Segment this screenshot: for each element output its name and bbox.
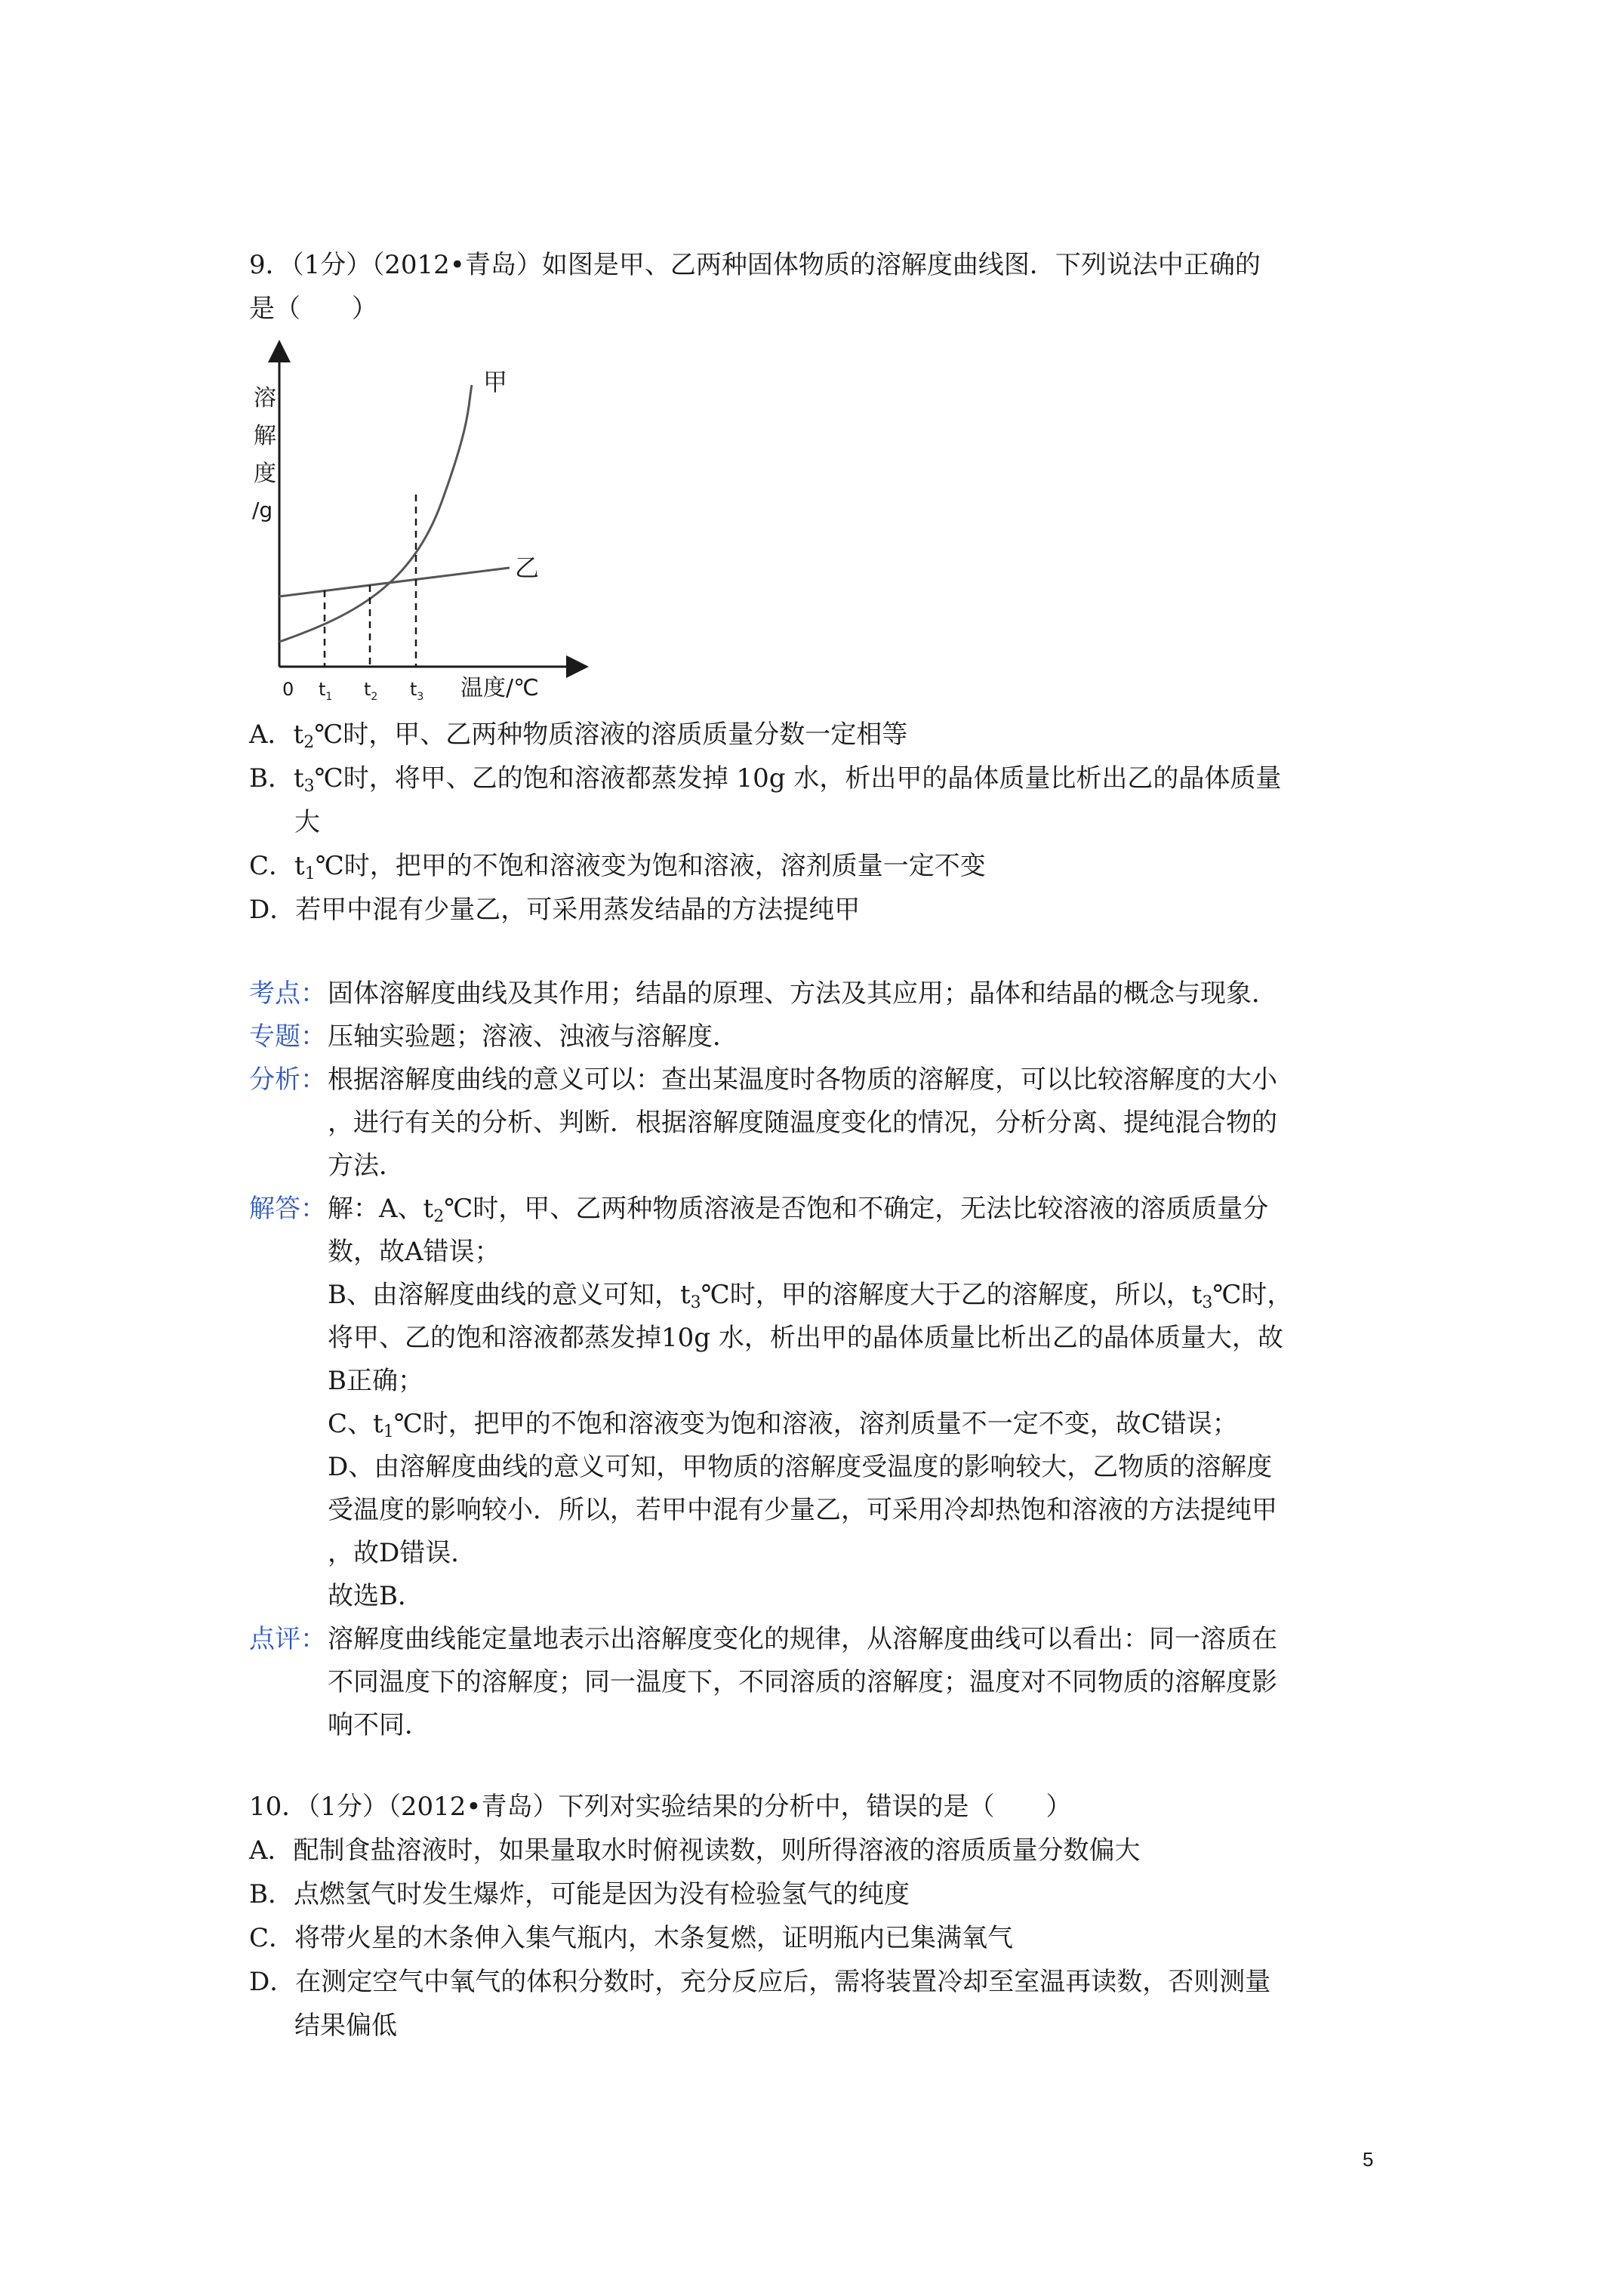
origin-label: 0 [282,679,294,700]
zhuanti-label: 专题： [249,1022,326,1052]
fenxi-label: 分析： [249,1065,326,1095]
question-10 [249,1785,1397,2048]
jieda-line-2: 数，故A错误； [328,1237,500,1267]
dianping-line-1: 溶解度曲线能定量地表示出溶解度变化的规律，从溶解度曲线可以看出：同一溶质在 [328,1624,1277,1654]
fenxi-row [249,1059,1397,1188]
line-yi [279,568,510,596]
tick-t1: $t_1$ [319,679,333,703]
y-label-3: 度 [254,461,276,487]
series-label-yi: 乙 [515,553,540,582]
dianping-line-2: 不同温度下的溶解度；同一温度下，不同溶质的溶解度；温度对不同物质的溶解度影 [328,1667,1277,1697]
option-b-cont: 大 [294,807,320,837]
zhuanti-text: 压轴实验题；溶液、浊液与溶解度． [328,1022,738,1052]
q10-option-b: B．点燃氢气时发生爆炸，可能是因为没有检验氢气的纯度 [249,1879,910,1909]
jieda-row [249,1188,1397,1618]
jieda-line-4: 将甲、乙的饱和溶液都蒸发掉10g 水，析出甲的晶体质量比析出乙的晶体质量大，故 [328,1323,1283,1353]
dianping-line-3: 响不同． [328,1710,430,1740]
tick-t3: $t_3$ [410,679,424,703]
x-axis-label: 温度/℃ [460,675,539,701]
jieda-line-9: ，故D错误． [328,1538,477,1568]
jieda-line-5: B正确； [328,1366,423,1396]
analysis-section [249,972,1397,1747]
y-label-1: 溶 [254,385,276,411]
curve-jia [279,385,472,642]
jieda-line-3: B、由溶解度曲线的意义可知，$t_3℃$时，甲的溶解度大于乙的溶解度，所以，$t_3℃$时， [328,1280,1293,1312]
q10-option-c: C．将带火星的木条伸入集气瓶内，木条复燃，证明瓶内已集满氧气 [249,1923,1014,1953]
y-label-2: 解 [254,423,276,449]
solubility-curve-figure [242,336,596,706]
kaodian-label: 考点： [249,978,326,1009]
jieda-line-10: 故选B． [328,1581,423,1611]
tick-t2: $t_2$ [364,679,378,703]
zhuanti-row [249,1015,1397,1059]
option-b: B．$t_3℃$时，将甲、乙的饱和溶液都蒸发掉 10g 水，析出甲的晶体质量比析出乙的晶体质量 [249,763,1282,796]
page-number: 5 [1363,2148,1374,2171]
jieda-line-8: 受温度的影响较小．所以，若甲中混有少量乙，可采用冷却热饱和溶液的方法提纯甲 [328,1495,1277,1525]
option-a: A．$t_2℃$时，甲、乙两种物质溶液的溶质质量分数一定相等 [249,720,908,752]
kaodian-text: 固体溶解度曲线及其作用；结晶的原理、方法及其应用；晶体和结晶的概念与现象． [328,978,1277,1009]
fenxi-line-3: 方法． [328,1151,405,1181]
dianping-label: 点评： [249,1624,326,1654]
q10-option-d-cont: 结果偏低 [294,2011,397,2041]
q10-option-d: D．在测定空气中氧气的体积分数时，充分反应后，需将装置冷却至室温再读数，否则测量 [249,1967,1271,1997]
jieda-line-1: 解：A、$t_2℃$时，甲、乙两种物质溶液是否饱和不确定，无法比较溶液的溶质质量分 [328,1194,1269,1226]
q10-stem: 10．（1分）（2012•青岛）下列对实验结果的分析中，错误的是（ ） [249,1792,1072,1822]
jieda-line-7: D、由溶解度曲线的意义可知，甲物质的溶解度受温度的影响较大，乙物质的溶解度 [328,1452,1273,1482]
jieda-label: 解答： [249,1194,326,1224]
q9-stem-line-2: 是（ ） [249,294,377,324]
option-c: C．$t_1℃$时，把甲的不饱和溶液变为饱和溶液，溶剂质量一定不变 [249,851,986,883]
fenxi-line-1: 根据溶解度曲线的意义可以：查出某温度时各物质的溶解度，可以比较溶解度的大小 [328,1065,1277,1095]
fenxi-line-2: ，进行有关的分析、判断．根据溶解度随温度变化的情况，分析分离、提纯混合物的 [328,1108,1277,1138]
kaodian-row [249,972,1397,1015]
question-9-stem [249,243,1397,331]
q10-option-a: A．配制食盐溶液时，如果量取水时俯视读数，则所得溶液的溶质质量分数偏大 [249,1835,1141,1866]
question-9-options [249,713,1397,932]
jieda-line-6: C、$t_1℃$时，把甲的不饱和溶液变为饱和溶液，溶剂质量不一定不变，故C错误； [328,1409,1238,1441]
y-label-4: /g [252,498,273,522]
dianping-row [249,1618,1397,1747]
option-d: D．若甲中混有少量乙，可采用蒸发结晶的方法提纯甲 [249,895,861,925]
q9-stem-line-1: 9．（1分）（2012•青岛）如图是甲、乙两种固体物质的溶解度曲线图．下列说法中正确的 [249,250,1261,280]
series-label-jia: 甲 [483,368,508,396]
